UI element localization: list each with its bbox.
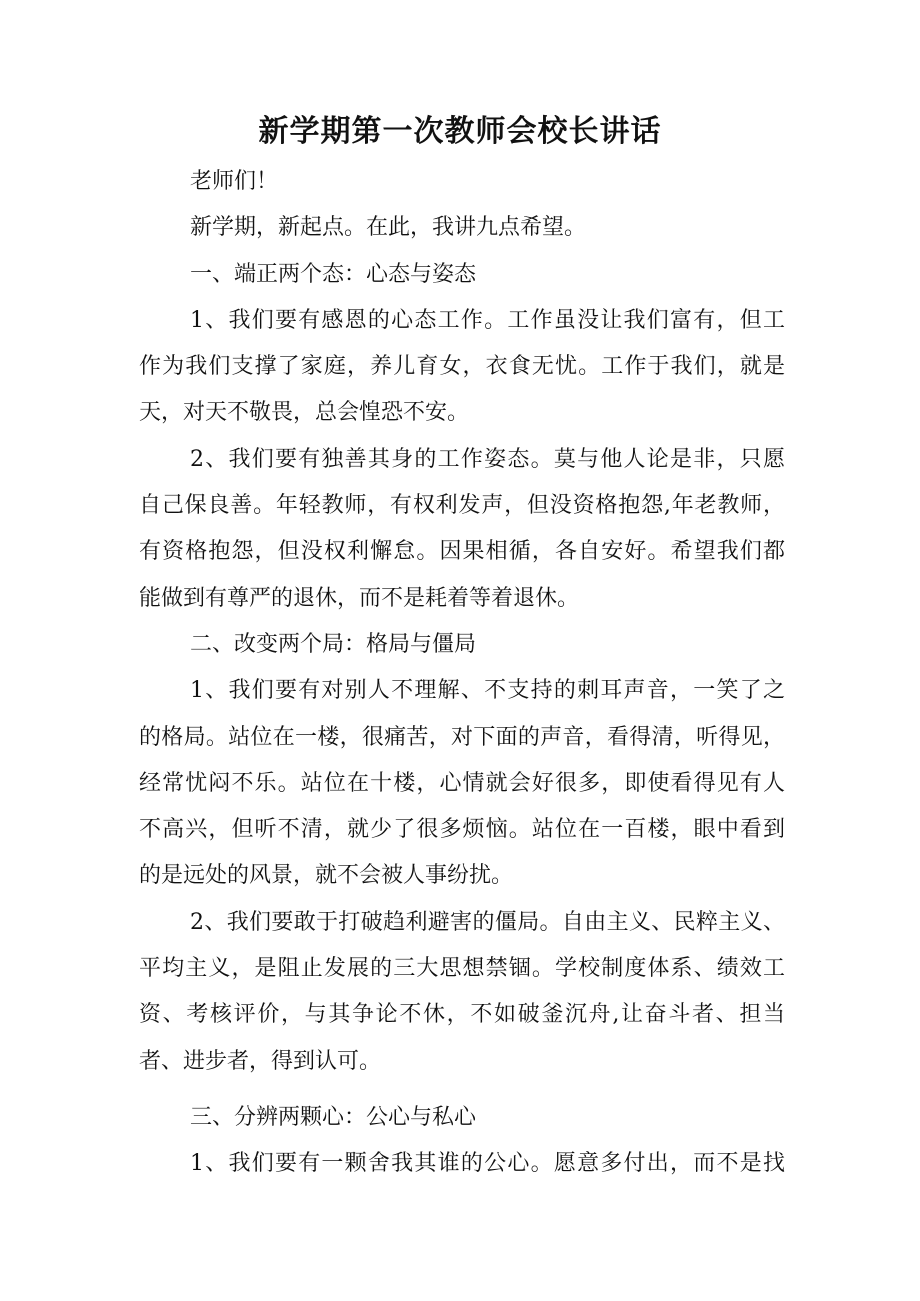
paragraph-line: 资、考核评价，与其争论不休，不如破釜沉舟,让奋斗者、担当 [139,1002,785,1028]
paragraph [139,437,785,622]
paragraph [139,252,785,298]
paragraph-line: 1、我们要有感恩的心态工作。工作虽没让我们富有，但工 [190,307,785,333]
document-title: 新学期第一次教师会校长讲话 [258,114,662,149]
paragraph [139,159,785,205]
paragraph-line: 的是远处的风景，就不会被人事纷扰。 [139,863,514,889]
paragraph-line: 老师们！ [190,169,279,194]
paragraph-line: 自己保良善。年轻教师，有权利发声，但没资格抱怨,年老教师， [139,493,785,519]
paragraph-line: 三、分辨两颗心：公心与私心 [190,1104,477,1130]
paragraph [139,1141,785,1187]
paragraph-line: 2、我们要敢于打破趋利避害的僵局。自由主义、民粹主义、 [190,909,785,935]
section-gap [139,1085,785,1095]
paragraph [139,900,785,1085]
paragraph-line: 2、我们要有独善其身的工作姿态。莫与他人论是非，只愿 [190,446,785,472]
paragraph-line: 二、改变两个局：格局与僵局 [190,631,477,657]
paragraph-line: 有资格抱怨，但没权利懈怠。因果相循，各自安好。希望我们都 [139,539,785,565]
paragraph-line: 者、进步者，得到认可。 [139,1048,382,1074]
paragraph-line: 一、端正两个态：心态与姿态 [190,261,477,287]
paragraph-line: 不高兴，但听不清，就少了很多烦恼。站位在一百楼，眼中看到 [139,817,785,843]
paragraph [139,205,785,251]
paragraph [139,668,785,899]
paragraph-line: 1、我们要有对别人不理解、不支持的刺耳声音，一笑了之 [190,678,785,704]
paragraph-line: 新学期，新起点。在此，我讲九点希望。 [190,215,587,241]
paragraph-line: 能做到有尊严的退休，而不是耗着等着退休。 [139,585,580,611]
paragraph [139,298,785,437]
paragraph [139,622,785,668]
paragraph [139,1095,785,1141]
paragraph-line: 平均主义，是阻止发展的三大思想禁锢。学校制度体系、绩效工 [139,956,785,982]
paragraph-line: 1、我们要有一颗舍我其谁的公心。愿意多付出，而不是找 [190,1151,785,1177]
paragraph-line: 天，对天不敬畏，总会惶恐不安。 [139,400,470,426]
paragraph-line: 经常忧闷不乐。站位在十楼，心情就会好很多，即使看得见有人 [139,770,785,796]
paragraph-line: 的格局。站位在一楼，很痛苦，对下面的声音，看得清，听得见， [139,724,785,750]
document-body [139,159,785,1188]
paragraph-line: 作为我们支撑了家庭，养儿育女，衣食无忧。工作于我们，就是 [139,354,785,380]
